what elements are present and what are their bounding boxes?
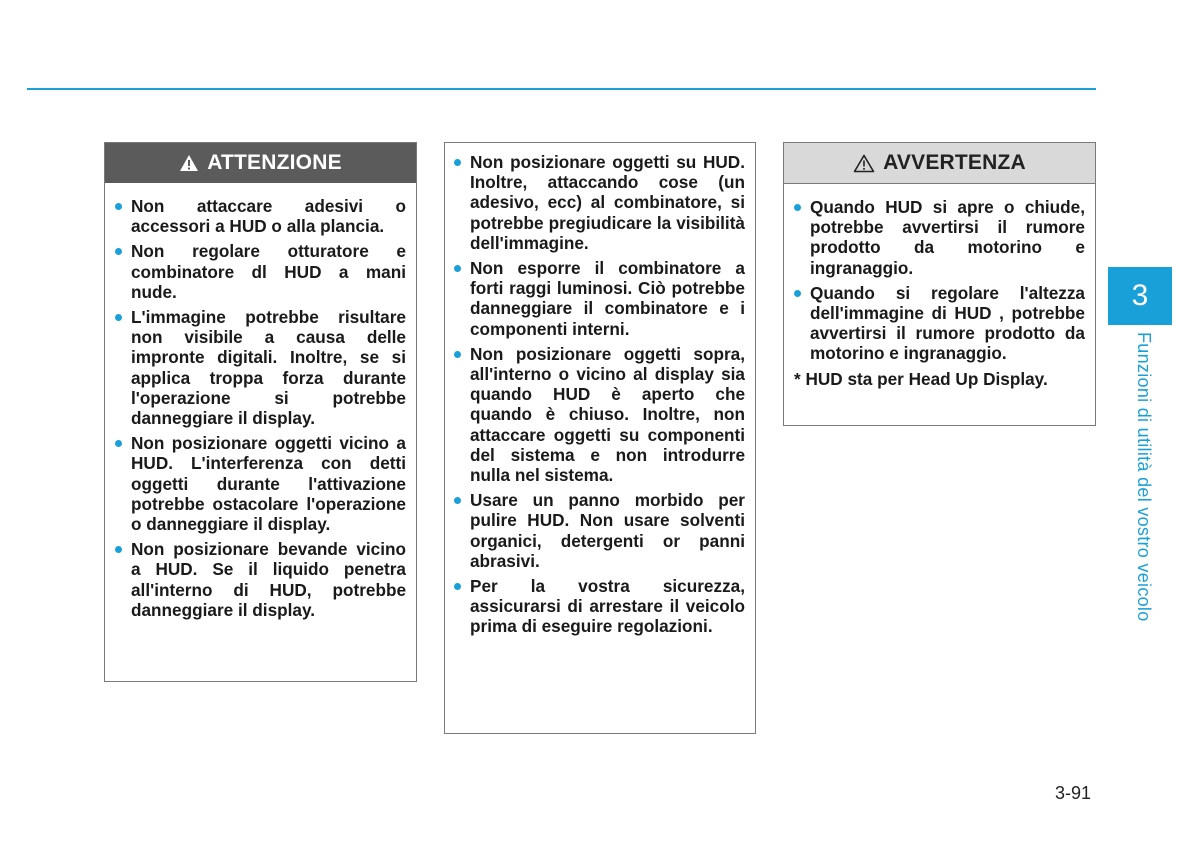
- bullet-dot: [115, 314, 122, 321]
- bullet-dot: [454, 497, 461, 504]
- bullet-dot: [115, 203, 122, 210]
- bullet-dot: [454, 583, 461, 590]
- hud-footnote: * HUD sta per Head Up Display.: [794, 368, 1048, 389]
- attenzione-box: [104, 142, 417, 682]
- list-item: Non posizionare oggetti vicino a HUD. L'interferenza con detti oggetti durante l'attivazione potrebbe ostacolare l'operazione o danneggiare il display.: [115, 433, 406, 534]
- avvertenza-list: [794, 197, 1085, 364]
- attenzione-list: [115, 196, 406, 620]
- continuation-box: [444, 142, 756, 734]
- avvertenza-header: [784, 143, 1095, 184]
- attenzione-title: ATTENZIONE: [207, 151, 342, 174]
- chapter-title: Funzioni di utilità del vostro veicolo: [1134, 332, 1154, 622]
- bullet-dot: [454, 351, 461, 358]
- list-item: Usare un panno morbido per pulire HUD. Non usare solventi organici, detergenti or panni abrasivi.: [454, 490, 745, 571]
- list-item: Non posizionare oggetti sopra, all'interno o vicino al display sia quando HUD è aperto che quando è chiuso. Inoltre, non attaccare oggetti su componenti del sistema e non introdurre nulla nel sistema.: [454, 344, 745, 485]
- bullet-dot: [454, 265, 461, 272]
- continuation-list: [454, 152, 745, 637]
- bullet-dot: [794, 290, 801, 297]
- bullet-dot: [794, 204, 801, 211]
- attenzione-header: [105, 143, 416, 183]
- list-item: Non esporre il combinatore a forti raggi luminosi. Ciò potrebbe danneggiare il combinatore e i componenti interni.: [454, 258, 745, 339]
- warning-triangle-filled-icon: [179, 154, 199, 172]
- chapter-tab: [1108, 267, 1172, 325]
- top-rule: [27, 88, 1096, 90]
- list-item: Non regolare otturatore e combinatore dl HUD a mani nude.: [115, 241, 406, 302]
- avvertenza-title: AVVERTENZA: [883, 151, 1026, 174]
- list-item: Quando si regolare l'altezza dell'immagine di HUD , potrebbe avvertirsi il rumore prodotto da motorino e ingranaggio.: [794, 283, 1085, 364]
- list-item: Non attaccare adesivi o accessori a HUD o alla plancia.: [115, 196, 406, 236]
- avvertenza-box: [783, 142, 1096, 426]
- warning-triangle-outline-icon: [853, 154, 875, 173]
- list-item: Quando HUD si apre o chiude, potrebbe avvertirsi il rumore prodotto da motorino e ingranaggio.: [794, 197, 1085, 278]
- bullet-dot: [454, 159, 461, 166]
- list-item: Non posizionare oggetti su HUD. Inoltre, attaccando cose (un adesivo, ecc) al combinatore, si potrebbe pregiudicare la visibilità dell'immagine.: [454, 152, 745, 253]
- list-item: Non posizionare bevande vicino a HUD. Se il liquido penetra all'interno di HUD, potrebbe danneggiare il display.: [115, 539, 406, 620]
- chapter-number: 3: [1131, 279, 1149, 312]
- list-item: Per la vostra sicurezza, assicurarsi di arrestare il veicolo prima di eseguire regolazioni.: [454, 576, 745, 637]
- list-item: L'immagine potrebbe risultare non visibile a causa delle impronte digitali. Inoltre, se si applica troppa forza durante l'operazione si potrebbe danneggiare il display.: [115, 307, 406, 428]
- page-number: 3-91: [1055, 783, 1092, 803]
- bullet-dot: [115, 248, 122, 255]
- bullet-dot: [115, 440, 122, 447]
- bullet-dot: [115, 546, 122, 553]
